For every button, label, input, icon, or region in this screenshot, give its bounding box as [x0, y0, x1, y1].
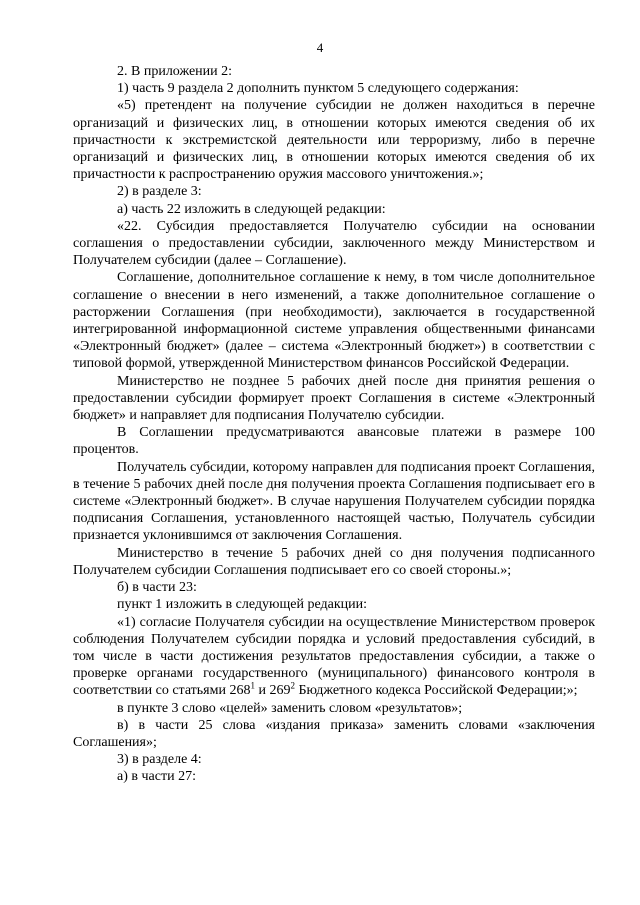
article-superscript: 1: [250, 680, 255, 691]
paragraph: Получатель субсидии, которому направлен для подписания проект Соглашения, в течение 5 рабочих дней после дня получения проекта Соглашения подписывает его в системе «Электронный бюджет». В случае нарушения Получателем субсидии порядка подписания Соглашения, установленного настоящей частью, Получатель субсидии признается уклонившимся от заключения Соглашения.: [73, 459, 595, 544]
paragraph: б) в части 23:: [117, 580, 197, 596]
paragraph: «22. Субсидия предоставляется Получателю субсидии на основании соглашения о предоставлении субсидии, заключенного между Министерством и Получателем субсидии (далее – Соглашение).: [73, 218, 595, 269]
paragraph: «5) претендент на получение субсидии не должен находиться в перечне организаций и физических лиц, в отношении которых имеются сведения об их причастности к экстремистской деятельности или терроризму, либо в перечне организаций и физических лиц, в отношении которых имеются сведения об их причастности к распространению оружия массового уничтожения.»;: [73, 98, 595, 183]
paragraph: В Соглашении предусматриваются авансовые платежи в размере 100 процентов.: [73, 425, 595, 458]
paragraph-with-article-references: [73, 614, 595, 700]
paragraph: а) в части 27:: [117, 769, 196, 785]
paragraph-text: Бюджетного кодекса Российской Федерации;»;: [294, 683, 578, 699]
paragraph: 3) в разделе 4:: [117, 752, 202, 768]
paragraph: Министерство в течение 5 рабочих дней со дня получения подписанного Получателем субсидии Соглашения подписывает его со своей стороны.»;: [73, 545, 595, 578]
paragraph: а) часть 22 изложить в следующей редакции:: [117, 201, 386, 217]
paragraph: 2. В приложении 2:: [117, 64, 233, 79]
document-body: [73, 63, 595, 786]
paragraph: Министерство не позднее 5 рабочих дней после дня принятия решения о предоставлении субсидии формирует проект Соглашения в системе «Электронный бюджет» и направляет для подписания Получателю субсидии.: [73, 373, 595, 424]
paragraph: в пункте 3 слово «целей» заменить словом «результатов»;: [117, 700, 463, 716]
paragraph-text: «1) согласие Получателя субсидии на осуществление Министерством проверок соблюдения Получателем субсидии порядка и условий предоставления субсидий, в том числе в части достижения результатов предоставления субсидии, а также о проверке органами государственного (муниципального) финансового контроля в соответствии со статьями 268: [73, 614, 595, 699]
paragraph: в) в части 25 слова «издания приказа» заменить словами «заключения Соглашения»;: [73, 717, 595, 750]
paragraph-text: и 269: [254, 683, 291, 699]
paragraph: пункт 1 изложить в следующей редакции:: [117, 597, 367, 613]
page-number: 4: [316, 40, 324, 55]
paragraph: Соглашение, дополнительное соглашение к нему, в том числе дополнительное соглашение о внесении в него изменений, а также дополнительное соглашение о расторжении Соглашения (при необходимости), заключается в государственной интегрированной информационной системе управления общественными финансами «Электронный бюджет» (далее – система «Электронный бюджет») в соответствии с типовой формой, утвержденной Министерством финансов Российской Федерации.: [73, 270, 595, 372]
article-superscript: 2: [290, 680, 295, 691]
paragraph: 1) часть 9 раздела 2 дополнить пунктом 5 следующего содержания:: [117, 81, 519, 97]
paragraph: 2) в разделе 3:: [117, 184, 202, 200]
